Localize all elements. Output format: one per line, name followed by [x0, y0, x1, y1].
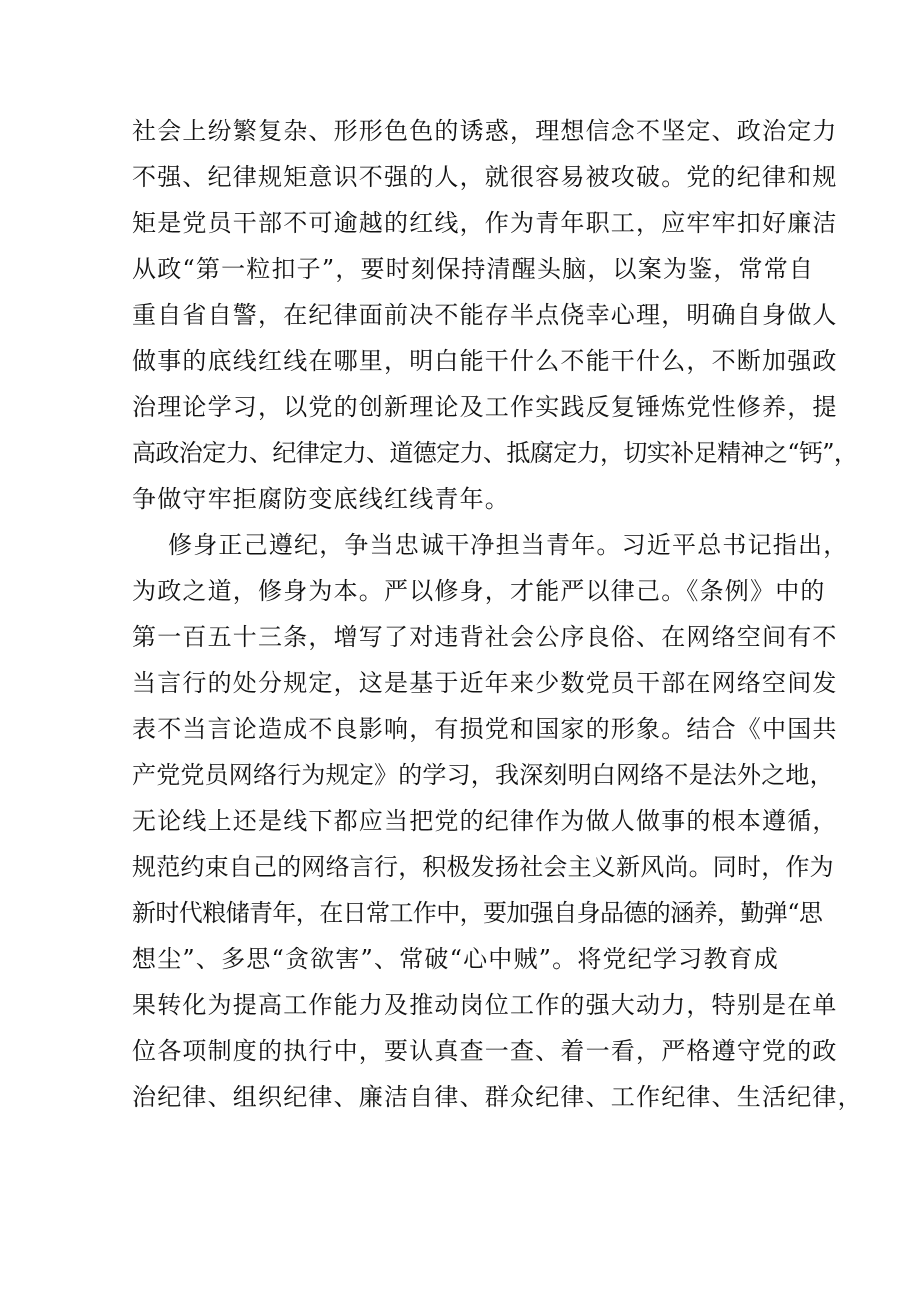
- text-line: 无论线上还是线下都应当把党的纪律作为做人做事的根本遵循，: [132, 807, 838, 835]
- text-line: 社会上纷繁复杂、形形色色的诱惑，理想信念不坚定、政治定力: [132, 117, 838, 145]
- paragraph-2: [132, 522, 863, 1120]
- text-line: 位各项制度的执行中，要认真查一查、着一看，严格遵守党的政: [132, 1037, 838, 1065]
- text-line: 想尘”、多思“贪欲害”、常破“心中贼”。将党纪学习教育成: [132, 945, 779, 973]
- text-line: 高政治定力、纪律定力、道德定力、抵腐定力，切实补足精神之“钙”，: [132, 439, 858, 467]
- body-text: [132, 108, 863, 1120]
- text-line: 从政“第一粒扣子”，要时刻保持清醒头脑，以案为鉴，常常自: [132, 255, 815, 283]
- text-line: 新时代粮储青年，在日常工作中，要加强自身品德的涵养，勤弹“思: [132, 899, 823, 927]
- text-line: 修身正己遵纪，争当忠诚干净担当青年。习近平总书记指出，: [168, 531, 849, 559]
- text-line: 治理论学习，以党的创新理论及工作实践反复锤炼党性修养，提: [132, 393, 838, 421]
- text-line: 表不当言论造成不良影响，有损党和国家的形象。结合《中国共: [132, 715, 838, 743]
- text-line: 矩是党员干部不可逾越的红线，作为青年职工，应牢牢扣好廉洁: [132, 209, 838, 237]
- text-line: 做事的底线红线在哪里，明白能干什么不能干什么，不断加强政: [132, 347, 838, 375]
- text-line: 规范约束自己的网络言行，积极发扬社会主义新风尚。同时，作为: [132, 853, 834, 881]
- text-line: 不强、纪律规矩意识不强的人，就很容易被攻破。党的纪律和规: [132, 163, 838, 191]
- text-line: 果转化为提高工作能力及推动岗位工作的强大动力，特别是在单: [132, 991, 838, 1019]
- paragraph-1: [132, 108, 858, 522]
- text-line: 治纪律、组织纪律、廉洁自律、群众纪律、工作纪律、生活纪律，: [132, 1083, 863, 1111]
- text-line: 当言行的处分规定，这是基于近年来少数党员干部在网络空间发: [132, 669, 838, 697]
- text-line: 争做守牢拒腐防变底线红线青年。: [132, 485, 510, 513]
- text-line: 第一百五十三条，增写了对违背社会公序良俗、在网络空间有不: [132, 623, 838, 651]
- text-line: 为政之道，修身为本。严以修身，才能严以律己。《条例》中的: [132, 577, 826, 605]
- text-line: 重自省自警，在纪律面前决不能存半点侥幸心理，明确自身做人: [132, 301, 838, 329]
- text-line: 产党党员网络行为规定》的学习，我深刻明白网络不是法外之地，: [132, 761, 834, 789]
